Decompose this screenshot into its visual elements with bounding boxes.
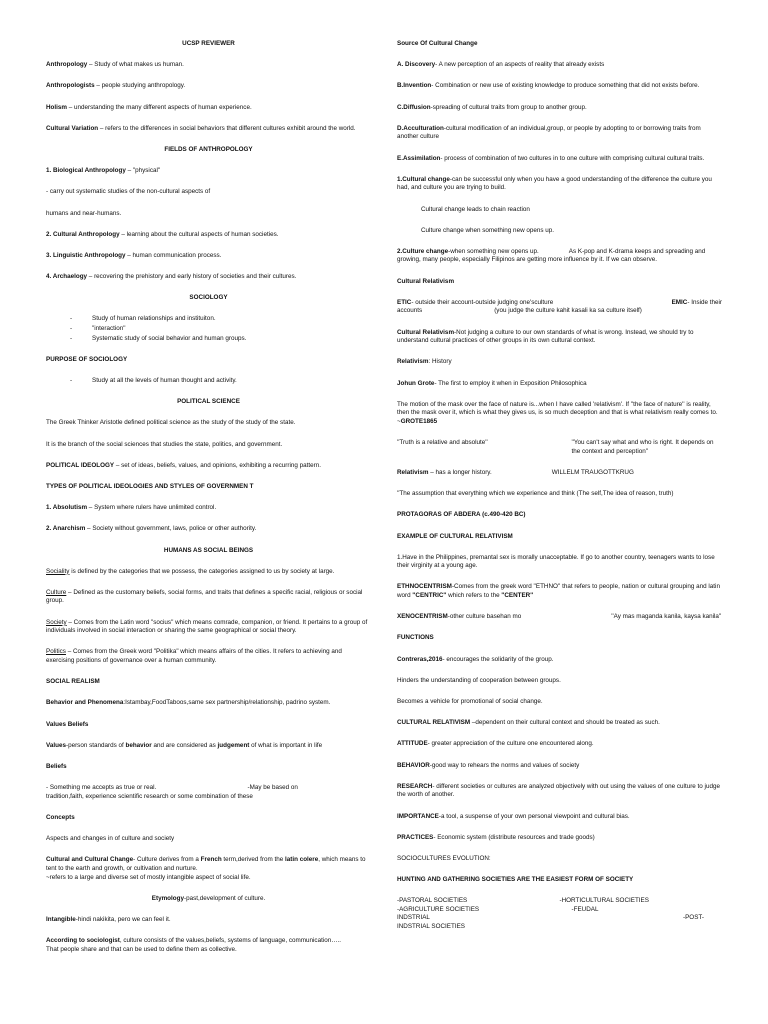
humans-heading: HUMANS AS SOCIAL BEINGS — [163, 546, 254, 554]
ethnocentrism-entry: ETHNOCENTRISM-Comes from the greek word ''ETHNO'' that refers to people, nation or cultural grouping and latin word ''CENTRIC'' which refers to the ''CENTER'' — [397, 583, 720, 600]
cultural-variation-entry: Cultural Variation – refers to the differences in social behaviors that different cultures exhibit around the world. — [46, 124, 356, 132]
list-item: - Study at all the levels of human thought and activity. — [70, 377, 237, 384]
functions-heading: FUNCTIONS — [397, 634, 434, 642]
society-entry: Society – Comes from the Latin word "socius" which means comrade, companion, or friend. It pertains to a group of individuals involved in social interaction or sharing the same geographical or social theory. — [46, 618, 368, 635]
assumption-quote: ''The assumption that everything which we experience and think (The self,The idea of reason, truth) — [397, 490, 674, 498]
fields-heading: FIELDS OF ANTHROPOLOGY — [164, 145, 253, 153]
biological-line3: humans and near-humans. — [46, 209, 122, 217]
discovery-entry: A. Discovery- A new perception of an aspects of reality that already exists — [397, 61, 605, 69]
polsci-heading: POLITICAL SCIENCE — [177, 398, 240, 406]
hunting-heading: HUNTING AND GATHERING SOCIETIES ARE THE EASIEST FORM OF SOCIETY — [397, 876, 634, 884]
chain-reaction: Cultural change leads to chain reaction — [421, 205, 530, 213]
truth-quote: ''Truth is a relative and absolute'' ''You can't say what and who is right. It depends on the context and perception'' — [397, 439, 714, 455]
opens-up: Culture change when something new opens up. — [421, 226, 555, 234]
example-text: 1.Have in the Philippines, premantal sex is morally unacceptable. If go to another country, teenagers wants to lose their virginity at a young age. — [397, 553, 715, 570]
cultural-change-entry: Cultural and Cultural Change- Culture derives from a French term,derived from the latin colere, which means to tent to the earth and growth, or cultivation and nurture. ~refers to a large and diverse set of mostly intangible aspect of social life. — [46, 856, 366, 881]
list-item: - "interaction" — [70, 325, 126, 333]
purpose-heading: PURPOSE OF SOCIOLOGY — [46, 355, 128, 363]
sociology-list — [46, 315, 371, 343]
beliefs-heading: Beliefs — [46, 762, 67, 770]
realism-heading: SOCIAL REALISM — [46, 678, 100, 686]
cultural-change-2: 2.Culture change-when something new opens up. As K-pop and K-drama keeps and spreading and growing, many people, especially Filipinos are getting more influence by it. If we can observe. — [397, 247, 706, 264]
polsci-p2: It is the branch of the social sciences that studies the state, politics, and government. — [46, 440, 283, 448]
diffusion-entry: C.Diffusion-spreading of cultural traits from group to another group. — [397, 103, 587, 111]
concepts-heading: Concepts — [46, 813, 75, 821]
attitude-entry: ATTITUDE- greater appreciation of the culture one encountered along. — [397, 740, 594, 748]
anthropologists-entry: Anthropologists – people studying anthropology. — [46, 82, 186, 90]
polsci-p1: The Greek Thinker Aristotle defined political science as the study of the study of the state. — [46, 419, 296, 427]
biological-entry: 1. Biological Anthropology – "physical" — [46, 167, 161, 175]
biological-line2: - carry out systematic studies of the non-cultural aspects of — [46, 188, 211, 196]
longer-history: Relativism – has a longer history. WILLELM TRAUGOTTKRUG — [397, 468, 634, 476]
types-heading: TYPES OF POLITICAL IDEOLOGIES AND STYLES OF GOVERNMEN T — [46, 482, 254, 490]
right-column — [397, 40, 722, 944]
grote-entry: Johun Grote- The first to employ it when in Exposition Philosophica — [397, 379, 587, 387]
example-heading: EXAMPLE OF CULTURAL RELATIVISM — [397, 532, 513, 540]
politics-entry: Politics – Comes from the Greek word "Politika" which means affairs of the cities. It refers to achieving and exercising positions of governance over a human community. — [46, 648, 342, 665]
purpose-list — [46, 377, 371, 386]
mask-quote: The motion of the mask over the face of nature is...when I have called 'relativism'. If ''the face of nature'' is reality, then the mask over it, which is what they gives us, is so much deception and that is what relativism really comes to. ~GROTE1865 — [397, 400, 718, 425]
etic-emic-entry: ETIC- outside their account-outside judging one'sculture EMIC- Inside their accounts (you judge the culture kahit kasali ka sa culture itself) — [397, 298, 722, 315]
concepts-line: Aspects and changes in of culture and society — [46, 835, 175, 843]
sociologist-entry: According to sociologist, culture consists of the values,beliefs, systems of language, communication….. That people share and that can be used to define them as collective. — [46, 937, 342, 953]
relativism-heading: Cultural Relativism — [397, 277, 455, 285]
societies-list: -PASTORAL SOCIETIES -HORTICULTURAL SOCIETIES -AGRICULTURE SOCIETIES -FEUDAL INDSTRIAL -POST- INDSTRIAL SOCIETIES — [397, 897, 704, 931]
etymology-entry: Etymology-past,development of culture. — [151, 894, 266, 902]
vehicle-line: Becomes a vehicle for promotional of social change. — [397, 698, 543, 705]
acculturation-entry: D.Acculturation-cultural modification of an individual,group, or people by adopting to or borrowing traits from another culture — [397, 124, 701, 141]
list-item: - Systematic study of social behavior and human groups. — [70, 334, 247, 342]
xenocentrism-entry: XENOCENTRISM-other culture basehan mo ''Ay mas maganda kanila, kaysa kanila'' — [397, 613, 722, 621]
anthropology-entry: Anthropology – Study of what makes us human. — [46, 61, 184, 69]
source-heading: Source Of Cultural Change — [397, 40, 478, 47]
list-item: - Study of human relationships and instituiton. — [70, 315, 216, 323]
contreras-entry: Contreras,2016- encourages the solidarity of the group. — [397, 655, 554, 663]
beliefs-entry: - Something me accepts as true or real. -May be based on tradition,faith, experience scientific research or some combination of these — [46, 784, 298, 800]
archaelogy-entry: 4. Archaelogy – recovering the prehistory and early history of societies and their cultures. — [46, 273, 297, 281]
importance-entry: IMPORTANCE-a tool, a suspense of your own personal viewpoint and cultural bias. — [397, 812, 630, 820]
sociology-heading: SOCIOLOGY — [189, 294, 228, 302]
values-beliefs-heading: Values Beliefs — [46, 720, 89, 728]
doc-title: UCSP REVIEWER — [182, 40, 235, 47]
anarchism-entry: 2. Anarchism – Society without government, laws, police or other authority. — [46, 525, 257, 533]
culture-entry: Culture – Defined as the customary beliefs, social forms, and traits that defines a specific racial, religious or social group. — [46, 588, 363, 605]
cultural-change-1: 1.Cultural change-can be successful only when you have a good understanding of the difference the culture you had, and culture you are trying to build. — [397, 175, 712, 192]
holism-entry: Holism – understanding the many different aspects of human experience. — [46, 103, 252, 111]
cultural-anthro-entry: 2. Cultural Anthropology – learning about the cultural aspects of human societies. — [46, 230, 279, 238]
practices-entry: PRACTICES- Economic system (distribute resources and trade goods) — [397, 833, 595, 841]
behavior-entry: Behavior and Phenomena:Istambay,FoodTaboos,same sex partnership/relationship, padrino system. — [46, 699, 331, 707]
values-entry: Values-person standards of behavior and are considered as judgement of what is important in life — [46, 741, 323, 749]
absolutism-entry: 1. Absolutism – System where rulers have unlimited control. — [46, 504, 217, 512]
cultural-relativism-entry: Cultural Relativism-Not judging a culture to our own standards of what is wrong. Instead, we should try to understand cultural practices of other groups in its own cultural context. — [397, 328, 694, 345]
assimilation-entry: E.Assimilation- process of combination of two cultures in to one culture with comprising cultural cultural traits. — [397, 154, 705, 162]
relativism-history: Relativism: History — [397, 358, 452, 366]
intangible-entry: Intangible-hindi nakikita, pero we can feel it. — [46, 915, 171, 923]
evolution-heading: SOCIOCULTURES EVOLUTION: — [397, 854, 491, 862]
linguistic-entry: 3. Linguistic Anthropology – human communication process. — [46, 251, 222, 259]
protagoras: PROTAGORAS OF ABDERA (c.490-420 BC) — [397, 511, 526, 519]
behavior-entry-right: BEHAVIOR-good way to rehears the norms and values of society — [397, 761, 580, 769]
invention-entry: B.Invention- Combination or new use of existing knowledge to produce something that did not exists before. — [397, 82, 700, 90]
hinders-line: Hinders the understanding of cooperation between groups. — [397, 676, 561, 684]
left-column — [46, 40, 371, 967]
cultural-relativism-2: CULTURAL RELATIVISM –dependent on their cultural context and should be treated as such. — [397, 719, 660, 727]
ideology-entry: POLITICAL IDEOLOGY – set of ideas, beliefs, values, and opinions, exhibiting a recurring pattern. — [46, 461, 321, 469]
sociality-entry: Sociality is defined by the categories that we possess, the categories assigned to us by society at large. — [46, 567, 335, 575]
research-entry: RESEARCH- different societies or cultures are analyzed objectively with out using the values of one culture to judge the worth of another. — [397, 782, 720, 799]
